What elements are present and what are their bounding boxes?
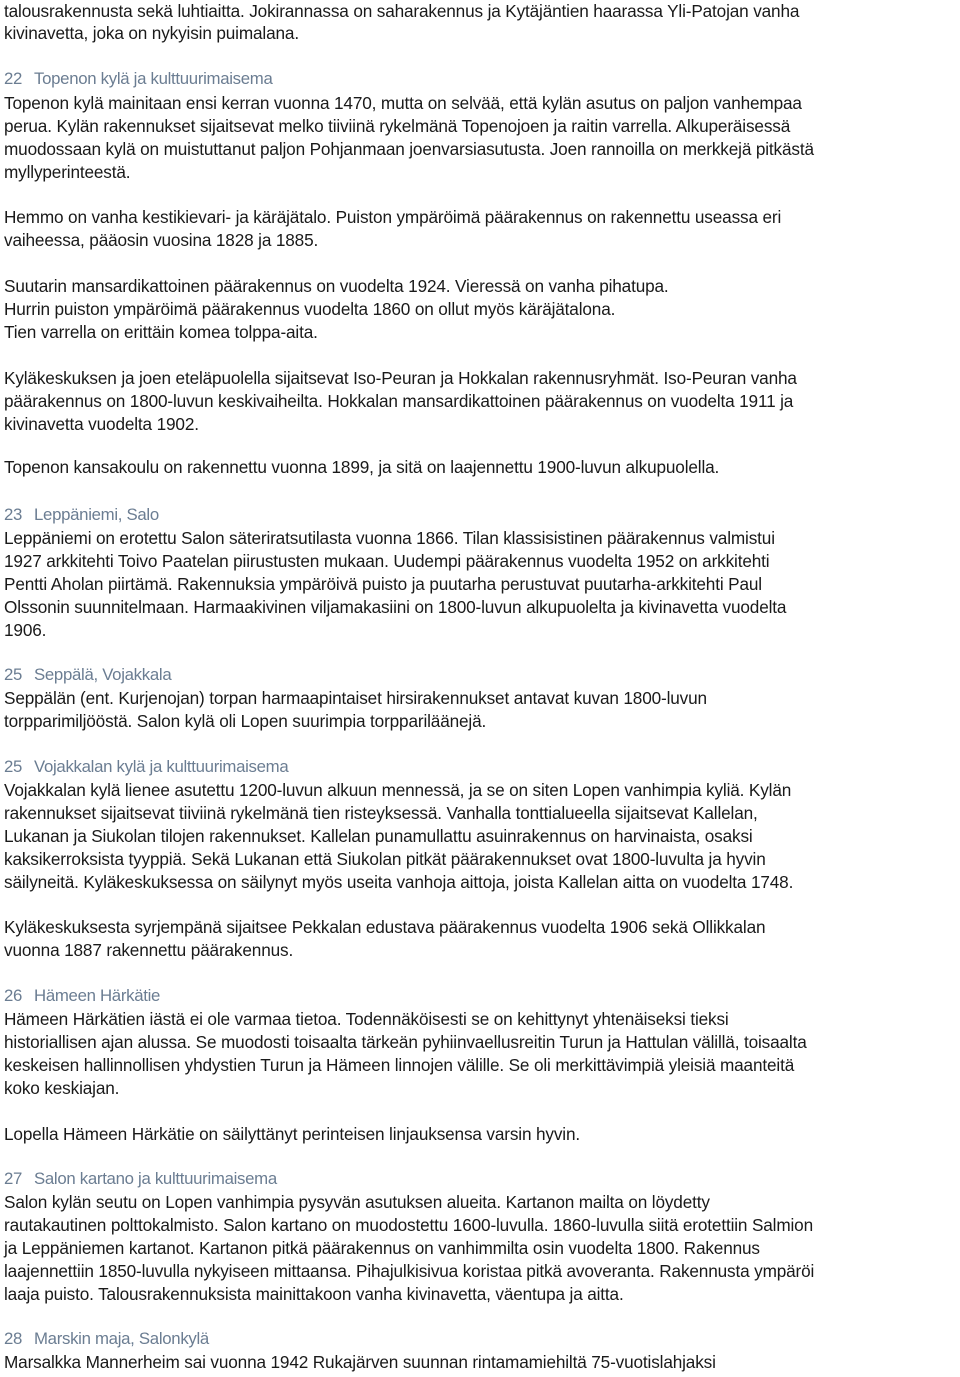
section-heading-26 xyxy=(4,985,160,1007)
section-title: Marskin maja, Salonkylä xyxy=(34,1329,209,1348)
paragraph-line: ja Leppäniemen kartanot. Kartanon pitkä päärakennus on vanhimmilta osin vuodelta 1800. Rakennus xyxy=(4,1238,760,1258)
paragraph-line: 1927 arkkitehti Toivo Paatelan piirustusten mukaan. Uudempi päärakennus vuodelta 1952 on arkkitehti xyxy=(4,551,770,571)
paragraph-line: kivinavetta, joka on nykyisin puimalana. xyxy=(4,23,299,43)
section-heading-28 xyxy=(4,1328,209,1350)
paragraph-line: Seppälän (ent. Kurjenojan) torpan harmaapintaiset hirsirakennukset antavat kuvan 1800-luvun xyxy=(4,688,707,708)
section-title: Seppälä, Vojakkala xyxy=(34,665,172,684)
paragraph-line: Topenon kansakoulu on rakennettu vuonna 1899, ja sitä on laajennettu 1900-luvun alkupuolella. xyxy=(4,457,720,477)
section-heading-22 xyxy=(4,68,273,90)
paragraph-line: Marsalkka Mannerheim sai vuonna 1942 Rukajärven suunnan rintamamiehiltä 75-vuotislahjaksi xyxy=(4,1352,716,1372)
paragraph-line: Kyläkeskuksesta syrjempänä sijaitsee Pekkalan edustava päärakennus vuodelta 1906 sekä Ollikkalan xyxy=(4,917,766,937)
paragraph-line: Vojakkalan kylä lienee asutettu 1200-luvun alkuun mennessä, ja se on siten Lopen vanhimpia kyliä. Kylän xyxy=(4,780,792,800)
section-title: Hämeen Härkätie xyxy=(34,986,161,1005)
section-number: 22 xyxy=(4,69,23,88)
paragraph-line: Topenon kylä mainitaan ensi kerran vuonna 1470, mutta on selvää, että kylän asutus on paljon vanhempaa xyxy=(4,93,802,113)
paragraph-line: Salon kylän seutu on Lopen vanhimpia pysyvän asutuksen alueita. Kartanon mailta on löydetty xyxy=(4,1192,710,1212)
section-number: 27 xyxy=(4,1169,23,1188)
section-number: 25 xyxy=(4,665,23,684)
section-number: 28 xyxy=(4,1329,23,1348)
paragraph-line: Leppäniemi on erotettu Salon säteriratsutilasta vuonna 1866. Tilan klassisistinen päärakennus valmistui xyxy=(4,528,775,548)
section-title: Topenon kylä ja kulttuurimaisema xyxy=(34,69,273,88)
paragraph-line: Tien varrella on erittäin komea tolppa-aita. xyxy=(4,322,318,342)
paragraph-line: talousrakennusta sekä luhtiaitta. Jokirannassa on saharakennus ja Kytäjäntien haarassa Yli-Patojan vanha xyxy=(4,1,800,21)
paragraph-line: kaksikerroksista tyyppiä. Sekä Lukanan että Siukolan pitkät päärakennukset ovat 1800-luvulta ja hyvin xyxy=(4,849,766,869)
section-title: Leppäniemi, Salo xyxy=(34,505,159,524)
paragraph-line: myllyperinteestä. xyxy=(4,162,131,182)
section-title: Salon kartano ja kulttuurimaisema xyxy=(34,1169,277,1188)
section-number: 26 xyxy=(4,986,23,1005)
paragraph-line: vaiheessa, pääosin vuosina 1828 ja 1885. xyxy=(4,230,319,250)
section-heading-25-seppala xyxy=(4,664,171,686)
paragraph-line: rautakautinen polttokalmisto. Salon kartano on muodostettu 1600-luvulla. 1860-luvulla siitä erotettiin Salmion xyxy=(4,1215,813,1235)
section-title: Vojakkalan kylä ja kulttuurimaisema xyxy=(34,757,289,776)
paragraph-line: torpparimiljööstä. Salon kylä oli Lopen suurimpia torppariläänejä. xyxy=(4,711,487,731)
section-number: 25 xyxy=(4,757,23,776)
section-heading-25-vojakkala xyxy=(4,756,288,778)
paragraph-line: kivinavetta vuodelta 1902. xyxy=(4,414,199,434)
paragraph-line: perua. Kylän rakennukset sijaitsevat melko tiiviinä rykelmänä Topenojoen ja raitin varrella. Alkuperäisessä xyxy=(4,116,791,136)
paragraph-line: keskeisen hallinnollisen yhdystien Turun ja Hämeen linnojen välille. Se oli merkittävimpiä yleisiä maanteitä xyxy=(4,1055,795,1075)
section-number: 23 xyxy=(4,505,23,524)
paragraph-line: Pentti Aholan piirtämä. Rakennuksia ympäröivä puisto ja puutarha perustuvat puutarha-arkkitehti Paul xyxy=(4,574,762,594)
paragraph-line: säilyneitä. Kyläkeskuksessa on säilynyt myös useita vanhoja aittoja, joista Kallelan aitta on vuodelta 1748. xyxy=(4,872,794,892)
paragraph-line: Olssonin suunnitelmaan. Harmaakivinen viljamakasiini on 1800-luvun alkupuolelta ja kivinavetta vuodelta xyxy=(4,597,787,617)
paragraph-line: Lopella Hämeen Härkätie on säilyttänyt perinteisen linjauksensa varsin hyvin. xyxy=(4,1124,581,1144)
paragraph-line: historiallisen ajan alussa. Se muodosti toisaalta tärkeän pyhiinvaellusreitin Turun ja Hattulan välillä, toisaalta xyxy=(4,1032,807,1052)
paragraph-line: Hemmo on vanha kestikievari- ja käräjätalo. Puiston ympäröimä päärakennus on rakennettu useassa eri xyxy=(4,207,782,227)
section-heading-23 xyxy=(4,504,159,526)
paragraph-line: päärakennus on 1800-luvun keskivaiheilta. Hokkalan mansardikattoinen päärakennus on vuodelta 1911 ja xyxy=(4,391,794,411)
section-heading-27 xyxy=(4,1168,277,1190)
paragraph-line: Hämeen Härkätien iästä ei ole varmaa tietoa. Todennäköisesti se on kehittynyt yhtenäiseksi tieksi xyxy=(4,1009,729,1029)
paragraph-line: Lukanan ja Siukolan tilojen rakennukset. Kallelan punamullattu asuinrakennus on harvinaista, osaksi xyxy=(4,826,753,846)
paragraph-line: vuonna 1887 rakennettu päärakennus. xyxy=(4,940,294,960)
paragraph-line: Hurrin puiston ympäröimä päärakennus vuodelta 1860 on ollut myös käräjätalona. xyxy=(4,299,616,319)
paragraph-line: laajennettiin 1850-luvulla nykyiseen mittaansa. Pihajulkisivua koristaa pitkä avoveranta. Rakennusta ympäröi xyxy=(4,1261,815,1281)
paragraph-line: Kyläkeskuksen ja joen eteläpuolella sijaitsevat Iso-Peuran ja Hokkalan rakennusryhmät. Iso-Peuran vanha xyxy=(4,368,797,388)
paragraph-line: koko keskiajan. xyxy=(4,1078,120,1098)
paragraph-line: laaja puisto. Talousrakennuksista mainittakoon vanha kivinavetta, väentupa ja aitta. xyxy=(4,1284,624,1304)
paragraph-line: muodossaan kylä on muistuttanut paljon Pohjanmaan joenvarsiasutusta. Joen rannoilla on merkkejä pitkästä xyxy=(4,139,814,159)
paragraph-line: rakennukset sijaitsevat tiiviinä rykelmänä tien risteyksessä. Vanhalla tonttialueella sijaitsevat Kallelan, xyxy=(4,803,758,823)
paragraph-line: 1906. xyxy=(4,620,47,640)
paragraph-line: Suutarin mansardikattoinen päärakennus on vuodelta 1924. Vieressä on vanha pihatupa. xyxy=(4,276,669,296)
